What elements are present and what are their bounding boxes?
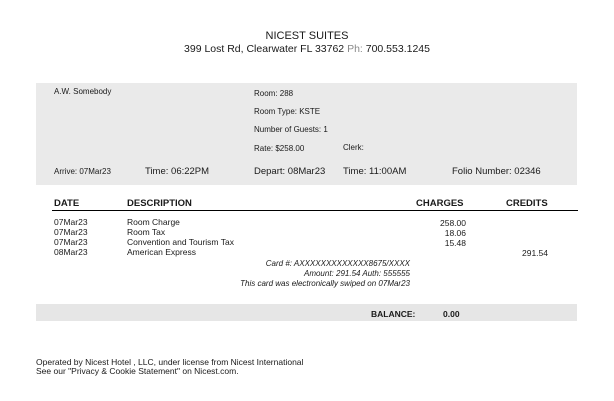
depart-date: Depart: 08Mar23 [254, 166, 326, 177]
phone-label: Ph: [347, 43, 363, 55]
footer-operator: Operated by Nicest Hotel , LLC, under license from Nicest International [36, 357, 304, 367]
hotel-address: 399 Lost Rd, Clearwater FL 33762 [184, 43, 345, 55]
row-charge: 18.06 [444, 228, 466, 238]
row-description: Room Charge [127, 217, 180, 227]
column-credits: CREDITS [506, 198, 548, 209]
guest-name: A.W. Somebody [54, 87, 112, 96]
row-date: 08Mar23 [54, 247, 88, 257]
row-charge: 258.00 [440, 218, 466, 228]
card-number: Card #: AXXXXXXXXXXXXX8675/XXXX [265, 259, 410, 268]
balance-bar [36, 304, 577, 321]
column-description: DESCRIPTION [127, 198, 192, 209]
column-date: DATE [54, 198, 80, 209]
room-type: Room Type: KSTE [254, 107, 321, 116]
clerk-label: Clerk: [343, 143, 364, 152]
hotel-name: NICEST SUITES [265, 30, 349, 42]
header-divider [52, 210, 578, 211]
balance-value: 0.00 [443, 309, 460, 319]
row-date: 07Mar23 [54, 227, 88, 237]
row-credit: 291.54 [522, 248, 548, 258]
card-amount-auth: Amount: 291.54 Auth: 555555 [303, 269, 410, 278]
row-charge: 15.48 [444, 238, 466, 248]
hotel-address-line [0, 43, 614, 55]
balance-label: BALANCE: [371, 309, 416, 319]
number-of-guests: Number of Guests: 1 [254, 125, 328, 134]
row-description: American Express [127, 247, 196, 257]
arrive-date: Arrive: 07Mar23 [54, 167, 111, 176]
folio-number: Folio Number: 02346 [452, 166, 541, 177]
footer-privacy: See our "Privacy & Cookie Statement" on Nicest.com. [36, 366, 239, 376]
row-date: 07Mar23 [54, 237, 88, 247]
room-rate: Rate: $258.00 [254, 144, 305, 153]
row-date: 07Mar23 [54, 217, 88, 227]
depart-time: Time: 11:00AM [343, 166, 407, 177]
hotel-phone: 700.553.1245 [365, 43, 430, 55]
room-number: Room: 288 [254, 89, 294, 98]
row-description: Room Tax [127, 227, 166, 237]
row-description: Convention and Tourism Tax [127, 237, 234, 247]
column-charges: CHARGES [416, 198, 464, 209]
card-swipe-note: This card was electronically swiped on 07Mar23 [240, 279, 410, 288]
arrive-time: Time: 06:22PM [145, 166, 210, 177]
